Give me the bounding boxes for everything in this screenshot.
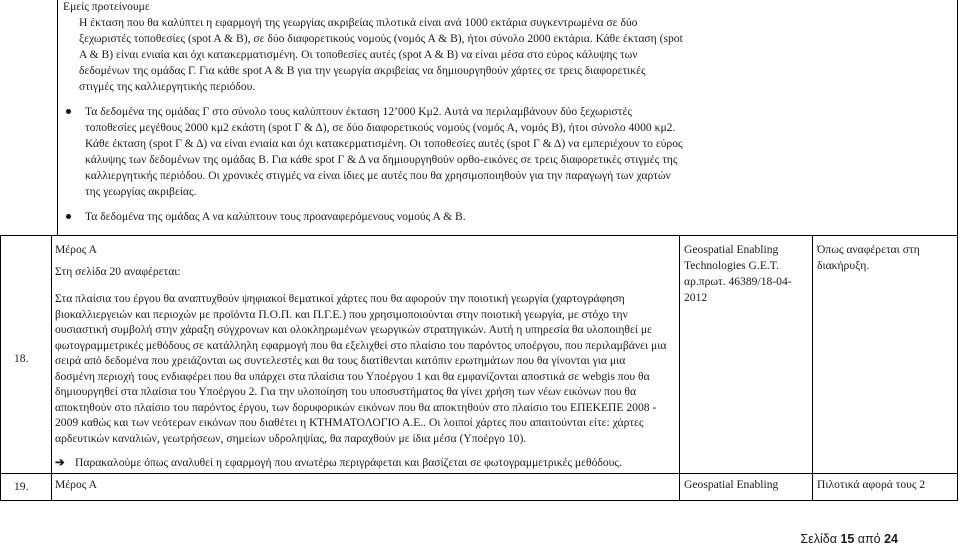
list-item: Τα δεδομένα της ομάδας Α να καλύπτουν τους προαναφερόμενους νομούς Α & Β. (63, 209, 683, 225)
proposal-paragraph: Η έκταση που θα καλύπτει η εφαρμογή της γεωργίας ακριβείας πιλοτικά είναι ανά 1000 εκτάρια συγκεντρωμένα σε δύο ξεχωριστές τοποθεσίες (spot A & B), σε δύο διαφορετικούς νομούς (νομός Α & Β), ήτοι σύνολο 2000 εκτάρια. Κάθε έκταση (spot A & B) είναι ενιαία και όχι κατακερματισμένη. Οι τοποθεσίες αυτές (spot A & B) να είναι μέσα στο εύρος κάλυψης των δεδομένων της ομάδας Γ. Για κάθε spot A & B για την γεωργία ακριβείας να δημιουργηθούν χάρτες σε τρεις διαφορετικές στιγμές της καλλιεργητικής περιόδου. (79, 16, 683, 93)
page-number-current: 15 (840, 532, 855, 546)
row-separator-18-19 (0, 473, 958, 474)
page-number-prefix: Σελίδα (800, 532, 837, 546)
row-separator-top (0, 235, 958, 236)
row-number-18: 18. (14, 352, 29, 365)
proposal-block (63, 0, 683, 225)
row-separator-bottom (0, 500, 958, 501)
proposal-bullet-list (63, 104, 683, 225)
row-18-page-ref: Στη σελίδα 20 αναφέρεται: (55, 265, 181, 278)
row-19-section: Μέρος Α (55, 478, 97, 491)
row-18-section: Μέρος Α (55, 243, 97, 256)
left-border (0, 235, 1, 501)
row-18-quote: Στα πλαίσια του έργου θα αναπτυχθούν ψηφιακοί θεματικοί χάρτες που θα αφορούν την ποιοτική γεωργία (χαρτογράφηση βιοκαλλιεργειών και περιοχών με προϊόντα Π.Ο.Π. και Π.Γ.Ε.) που χρησιμοποιούνται στην ποιοτική γεωργία, με στόχο την ουσιαστική συμβολή στην χάραξη σύγχρονων και ολοκληρωμένων γεωργικών στρατηγικών. Αυτή η υπηρεσία θα υλοποιηθεί με φωτογραμμετρικές μεθόδους σε κατάλληλη εφαρμογή που θα εξελιχθεί στο πλαίσιο του παρόντος υποέργου, που περιλαμβάνει μια σειρά από δεδομένα που χρειάζονται ως συντελεστές και θα τους διατίθενται κατόπιν ερωτημάτων που θα γίνονται για μια δοσμένη περιοχή τους ενδιαφέρει που θα υπάρχει στα πλαίσια του Υποέργου 1 και θα εμφανίζονται αποστικά σε webgis που θα δημιουργηθεί στα πλαίσια του Υποέργου 2. Για την υλοποίηση του υποσυστήματος θα γίνει χρήση των νέων εικόνων που θα αποκτηθούν στο πλαίσιο του παρόντος έργου, των δορυφορικών εικόνων που θα αποκτηθούν στο πλαίσιο του ΕΠΕΚΕΠΕ 2008 - 2009 καθώς και των νεότερων εικόνων που διαθέτει η ΚΤΗΜΑΤΟΛΟΓΙΟ Α.Ε.. Οι λοιποί χάρτες που απαιτούνται είτε: χάρτες αρδευτικών καναλιών, γεωτρήσεων, σημείων υδροληψίας, θα παραχθούν με ίδια μέσα (Υποέργο 10). (55, 292, 667, 445)
arrow-right-icon: ➔ (55, 456, 65, 469)
page-number-footer (800, 532, 898, 546)
row-18-response: Όπως αναφέρεται στη διακήρυξη. (817, 243, 920, 272)
column-divider-company (812, 235, 813, 501)
proposal-intro: Εμείς προτείνουμε (63, 0, 150, 13)
list-item: Τα δεδομένα της ομάδας Γ στο σύνολο τους καλύπτουν έκταση 12’000 Κμ2. Αυτά να περιλαμβάνουν δύο ξεχωριστές τοποθεσίες μεγέθους 2000 κμ2 εκάστη (spot Γ & Δ), σε δύο διαφορετικούς νομούς (νομός Α, νομός Β), ήτοι σύνολο 4000 κμ2. Κάθε έκταση (spot Γ & Δ) να είναι ενιαία και όχι κατακερματισμένη. Οι τοποθεσίες αυτές (spot Γ & Δ) να εμπεριέχουν το εύρος κάλυψης των δεδομένων της ομάδας Β. Για κάθε spot Γ & Δ να δημιουργηθούν ορθο-εικόνες σε τρεις διαφορετικές στιγμές της καλλιεργητικής περιόδου. Οι χρονικές στιγμές να είναι ίδιες με αυτές που θα χρησιμοποιηθούν για την παραγωγή των χαρτών της γεωργίας ακριβείας. (63, 104, 683, 200)
table-top-border (57, 0, 58, 235)
page-number-middle: από (857, 532, 881, 546)
row-19-company: Geospatial Enabling (684, 478, 779, 491)
row-number-19: 19. (14, 480, 29, 493)
page-number-total: 24 (884, 532, 898, 546)
row-18-company: Geospatial Enabling Technologies G.E.T. αρ.πρωτ. 46389/18-04-2012 (684, 243, 792, 304)
column-divider-content (679, 235, 680, 501)
row-18-remark (55, 455, 667, 471)
row-18-remark-text: Παρακαλούμε όπως αναλυθεί η εφαρμογή που ανωτέρω περιγράφεται και βασίζεται σε φωτογραμμετρικές μεθόδους. (75, 456, 622, 469)
row-19-response: Πιλοτικά αφορά τους 2 (817, 478, 926, 491)
table-right-border (957, 0, 958, 500)
row-18-content (55, 242, 667, 471)
column-divider-number (51, 235, 52, 501)
